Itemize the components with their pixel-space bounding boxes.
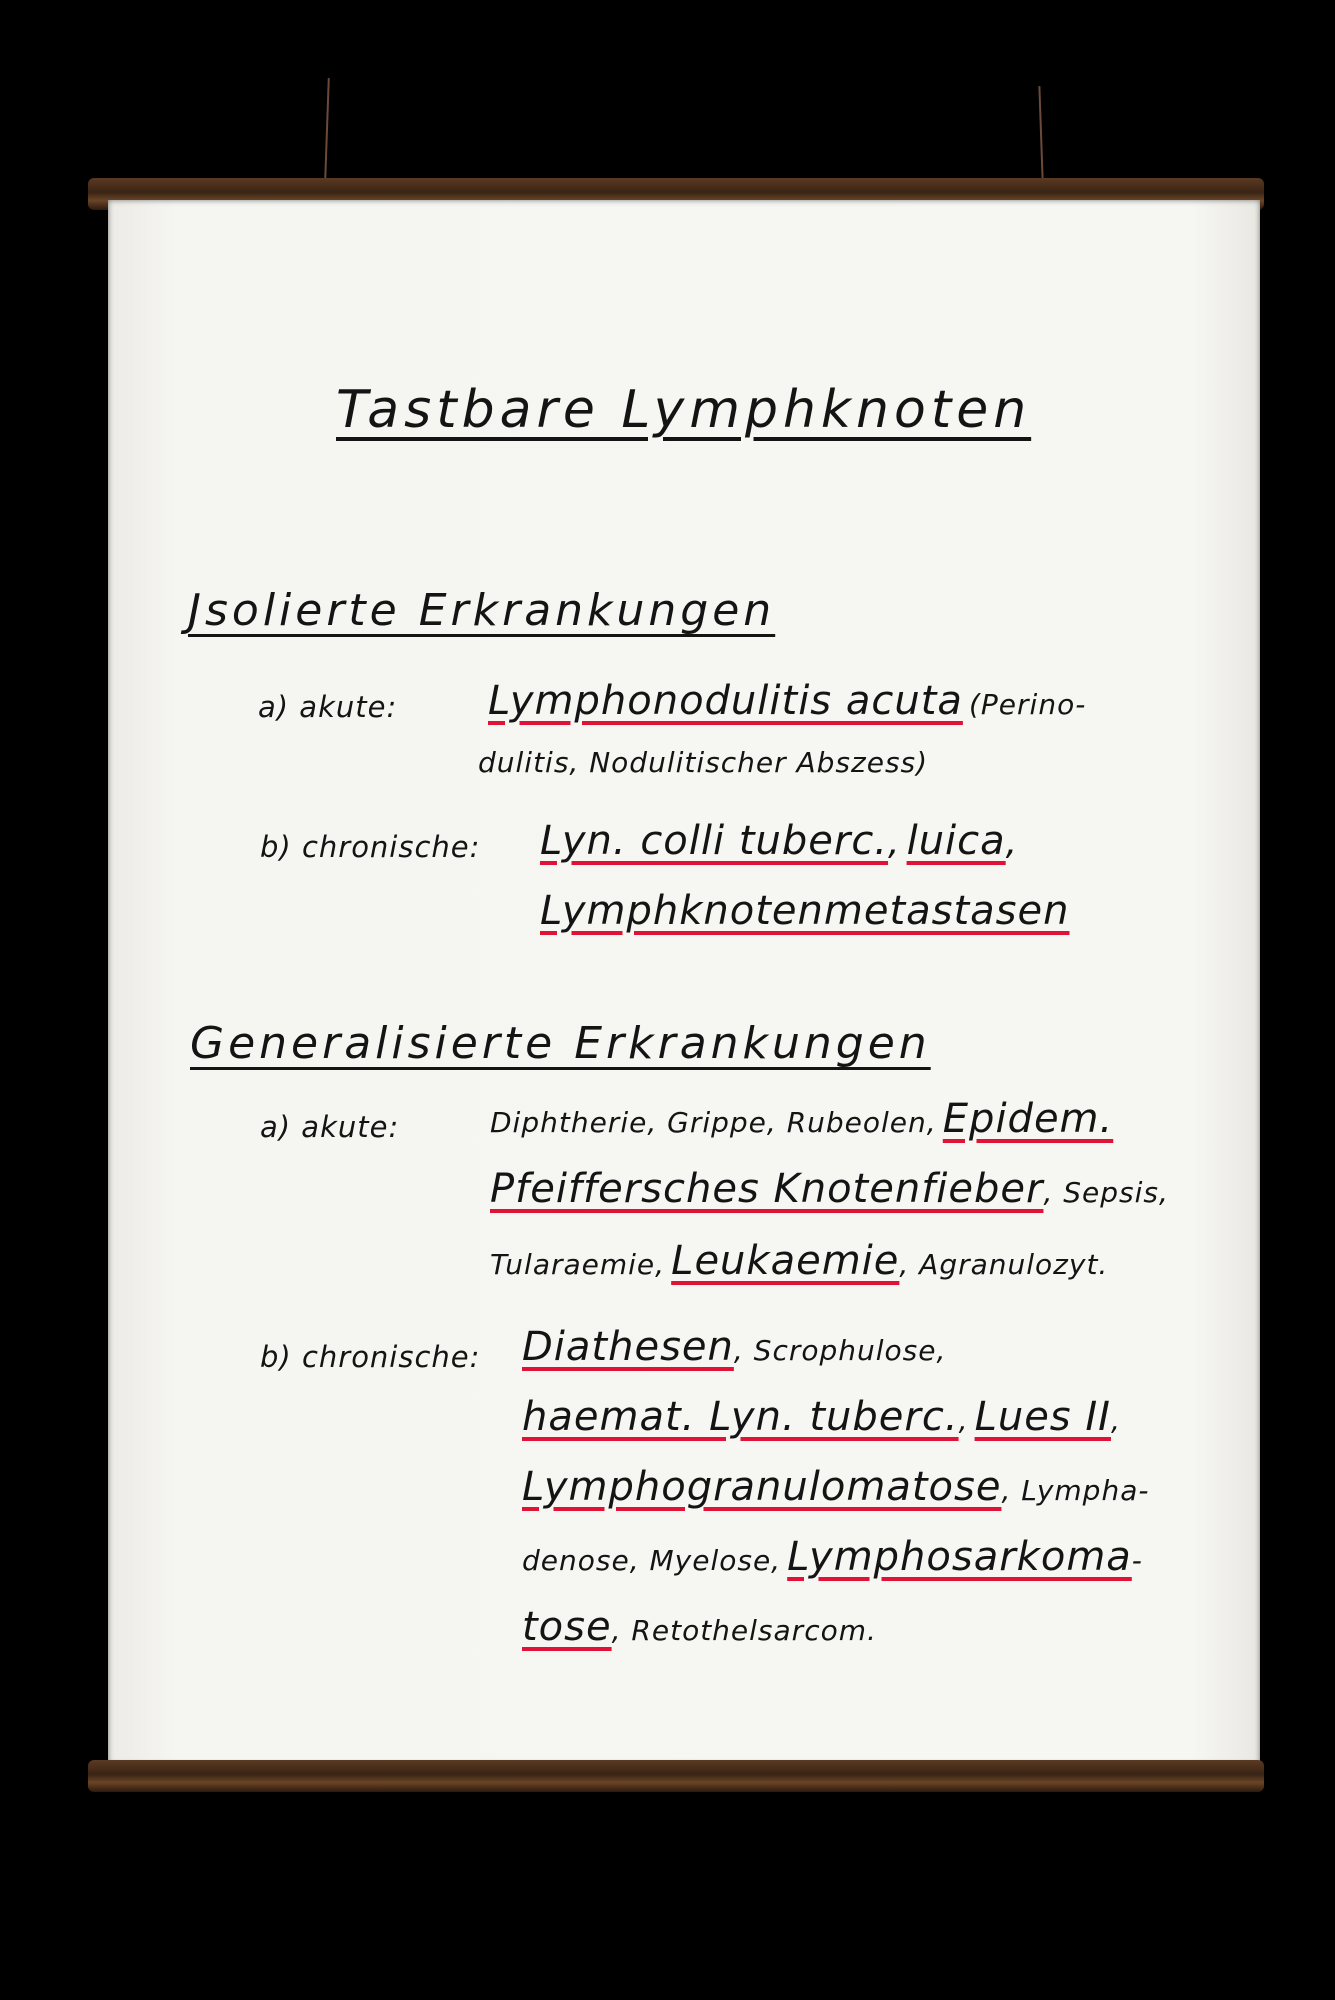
- chart-title: Tastbare Lymphknoten: [336, 380, 1032, 440]
- isolated-acute-note1: (Perino-: [969, 688, 1087, 721]
- term-epidem: Epidem.: [942, 1096, 1114, 1142]
- generalized-acute-label: a) akute:: [260, 1110, 400, 1144]
- section-generalized-heading: Generalisierte Erkrankungen: [190, 1018, 931, 1069]
- isolated-acute-label: a) akute:: [258, 690, 398, 724]
- term-lymphonodulitis: Lymphonodulitis acuta: [488, 678, 963, 724]
- term-leukaemie: Leukaemie: [671, 1238, 900, 1284]
- generalized-acute-line3: [490, 1238, 1108, 1284]
- generalized-chronic-label: b) chronische:: [260, 1340, 481, 1374]
- term-lymphosarkoma: Lymphosarkoma: [787, 1534, 1132, 1580]
- generalized-chronic-text7: , Retothelsarcom.: [611, 1614, 877, 1647]
- generalized-chronic-line2: [522, 1394, 1121, 1440]
- section-isolated-heading: Jsolierte Erkrankungen: [188, 585, 776, 636]
- generalized-chronic-line5: [522, 1604, 877, 1650]
- term-diathesen: Diathesen: [522, 1324, 734, 1370]
- generalized-chronic-line4: [522, 1534, 1143, 1580]
- isolated-chronic-line2: [540, 888, 1069, 934]
- term-haemat: haemat. Lyn. tuberc.: [522, 1394, 959, 1440]
- generalized-acute-text1: Diphtherie, Grippe, Rubeolen,: [490, 1106, 937, 1139]
- generalized-chronic-text4: , Lympha-: [1001, 1474, 1150, 1507]
- generalized-chronic-text5: denose, Myelose,: [522, 1544, 782, 1577]
- term-pfeiffersches: Pfeiffersches Knotenfieber: [490, 1166, 1044, 1212]
- generalized-acute-text4: , Agranulozyt.: [899, 1248, 1109, 1281]
- sep-2: ,: [1005, 822, 1019, 863]
- generalized-chronic-line1: [522, 1324, 946, 1370]
- generalized-chronic-text2: ,: [958, 1404, 969, 1437]
- term-lues: Lues II: [974, 1394, 1111, 1440]
- isolated-acute-note2: dulitis, Nodulitischer Abszess): [478, 746, 929, 779]
- sep-1: ,: [888, 822, 901, 863]
- generalized-chronic-text6: -: [1131, 1544, 1143, 1577]
- hanger-wire-right: [1038, 86, 1043, 180]
- term-luica: luica: [906, 818, 1006, 864]
- term-lymphogranulomatose: Lymphogranulomatose: [522, 1464, 1002, 1510]
- generalized-acute-line1: [490, 1096, 1113, 1142]
- wall-chart: [108, 200, 1260, 1775]
- generalized-acute-text2: , Sepsis,: [1043, 1176, 1169, 1209]
- generalized-chronic-text3: ,: [1110, 1404, 1121, 1437]
- generalized-chronic-line3: [522, 1464, 1149, 1510]
- term-lyn-colli: Lyn. colli tuberc.: [540, 818, 889, 864]
- bottom-wooden-rod: [88, 1760, 1264, 1792]
- term-lymphknotenmetastasen: Lymphknotenmetastasen: [540, 888, 1070, 934]
- isolated-chronic-label: b) chronische:: [260, 830, 481, 864]
- isolated-chronic-line1: [540, 818, 1018, 864]
- hanger-wire-left: [324, 78, 330, 180]
- generalized-acute-text3: Tularaemie,: [490, 1248, 666, 1281]
- isolated-acute-line1: [488, 678, 1086, 724]
- term-tose: tose: [522, 1604, 612, 1650]
- generalized-acute-line2: [490, 1166, 1169, 1212]
- generalized-chronic-text1: , Scrophulose,: [733, 1334, 947, 1367]
